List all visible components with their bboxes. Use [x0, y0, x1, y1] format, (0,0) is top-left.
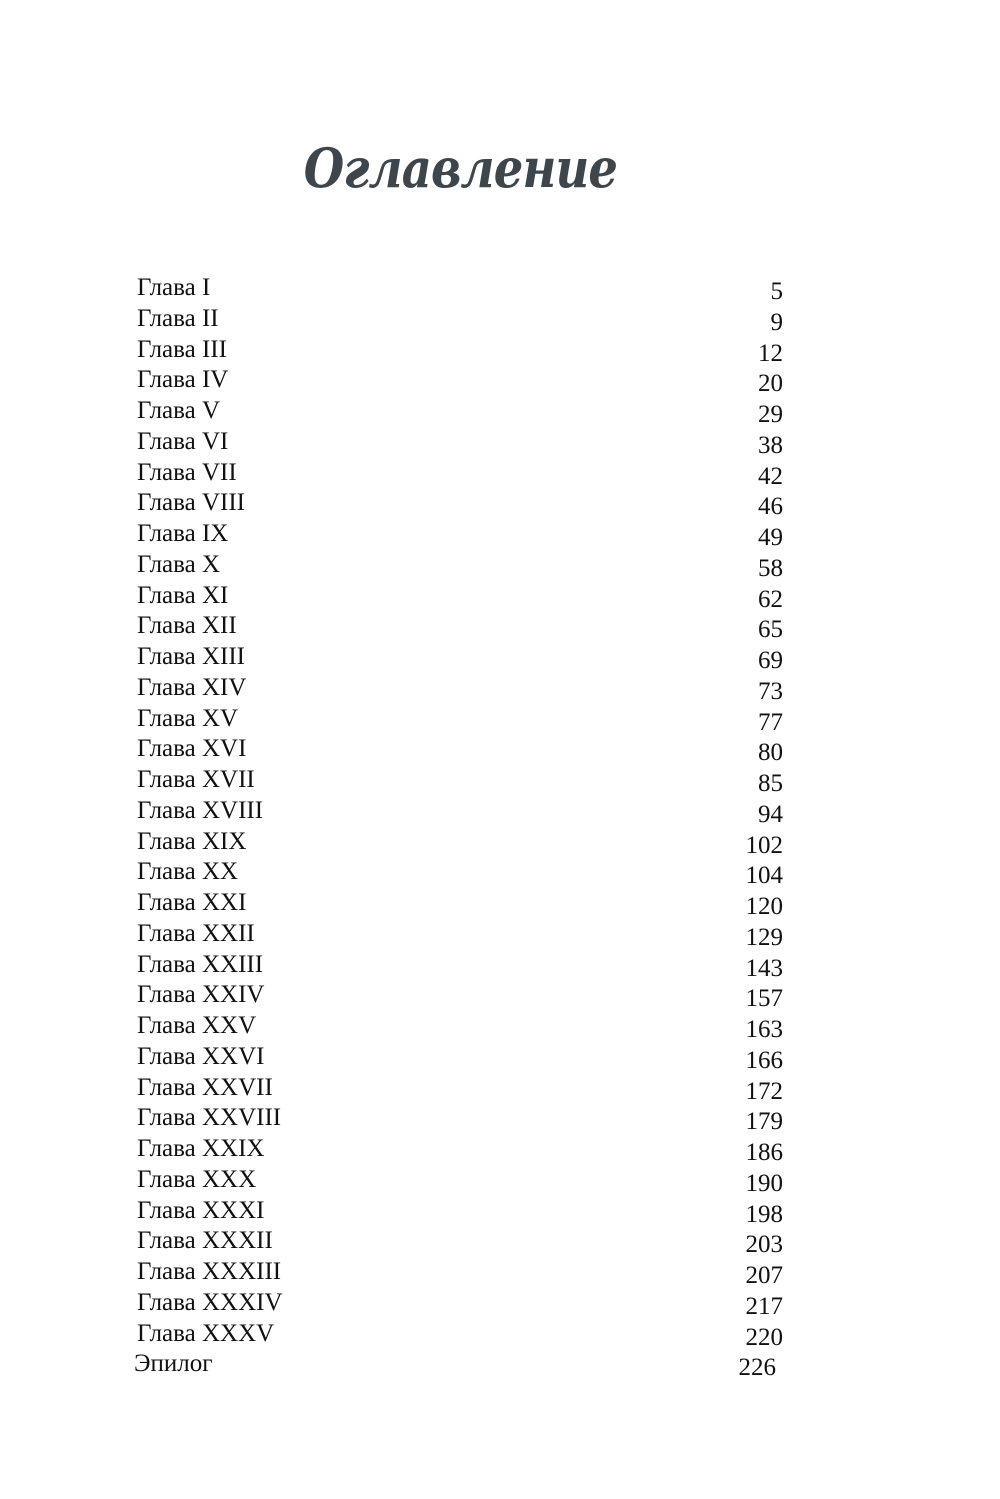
toc-page-number: 42 [758, 462, 783, 490]
toc-page-number: 129 [745, 923, 783, 951]
toc-entry-label: Глава XIV [137, 673, 247, 701]
toc-entry-label: Глава XVI [137, 735, 247, 763]
table-of-contents [134, 273, 783, 1382]
toc-entry[interactable] [137, 796, 783, 827]
toc-entry-label: Глава XXIX [137, 1135, 265, 1162]
toc-entry[interactable] [137, 458, 783, 489]
toc-entry[interactable] [137, 427, 783, 458]
toc-page-number: 80 [758, 739, 783, 767]
toc-entry-label: Глава XXVI [137, 1042, 265, 1070]
toc-page-number: 198 [745, 1200, 783, 1228]
toc-entry-label: Эпилог [134, 1350, 213, 1378]
toc-entry[interactable] [137, 273, 783, 304]
toc-entry[interactable] [137, 950, 783, 981]
toc-page-number: 207 [745, 1262, 783, 1289]
toc-entry[interactable] [137, 642, 783, 673]
toc-page-number: 38 [758, 431, 783, 459]
toc-page-number: 12 [758, 339, 783, 367]
toc-page-number: 203 [745, 1231, 783, 1259]
toc-page-number: 62 [758, 585, 783, 613]
toc-entry[interactable] [137, 980, 783, 1011]
toc-entry-epilogue[interactable] [134, 1349, 783, 1382]
toc-entry[interactable] [137, 919, 783, 950]
toc-entry[interactable] [137, 1288, 783, 1319]
toc-entry-label: Глава XXIV [137, 981, 265, 1009]
toc-entry-label: Глава VIII [137, 489, 245, 517]
toc-entry-label: Глава III [137, 335, 227, 363]
toc-entry-label: Глава XXXV [137, 1319, 275, 1347]
toc-page-number: 9 [770, 308, 783, 336]
toc-entry-label: Глава IX [137, 520, 229, 547]
toc-entry-label: Глава XXXII [137, 1227, 273, 1255]
toc-entry[interactable] [137, 335, 783, 366]
toc-entry-label: Глава XIII [137, 643, 245, 670]
toc-entry[interactable] [137, 857, 783, 888]
toc-page-number: 143 [745, 954, 783, 982]
toc-page-number: 104 [745, 862, 783, 890]
toc-page-number: 190 [745, 1169, 783, 1197]
toc-entry[interactable] [137, 765, 783, 796]
toc-entry[interactable] [137, 734, 783, 765]
toc-entry[interactable] [137, 1073, 783, 1104]
toc-entry[interactable] [137, 673, 783, 704]
toc-entry[interactable] [137, 396, 783, 427]
toc-page-number: 29 [758, 401, 783, 428]
toc-entry-label: Глава VI [137, 427, 229, 455]
toc-entry-label: Глава XXIII [137, 950, 264, 978]
toc-entry-label: Глава XXXIII [137, 1258, 282, 1285]
toc-entry-label: Глава X [137, 550, 221, 578]
toc-entry[interactable] [137, 888, 783, 919]
toc-entry[interactable] [137, 1319, 783, 1350]
toc-entry[interactable] [137, 1165, 783, 1196]
toc-entry-label: Глава XVII [137, 766, 255, 793]
toc-page-number: 85 [758, 770, 783, 797]
toc-entry[interactable] [137, 1196, 783, 1227]
toc-page-number: 46 [758, 493, 783, 521]
toc-page-number: 73 [758, 677, 783, 705]
toc-page-number: 94 [758, 800, 783, 828]
toc-entry-label: Глава XXVII [137, 1073, 273, 1101]
toc-page-number: 5 [770, 278, 783, 305]
toc-entry-label: Глава XXXIV [137, 1288, 283, 1316]
toc-entry-label: Глава IV [137, 366, 229, 394]
toc-page-number: 20 [758, 370, 783, 398]
toc-entry-label: Глава I [137, 274, 211, 301]
toc-entry-label: Глава XXXI [137, 1196, 265, 1224]
toc-entry-label: Глава XXI [137, 889, 247, 916]
toc-entry-label: Глава XXX [137, 1165, 257, 1193]
toc-entry-label: Глава XI [137, 581, 229, 609]
toc-entry-label: Глава XXVIII [137, 1104, 282, 1132]
toc-entry[interactable] [137, 488, 783, 519]
toc-entry-label: Глава XV [137, 704, 239, 732]
toc-entry[interactable] [137, 827, 783, 858]
toc-entry-label: Глава XVIII [137, 796, 264, 824]
toc-entry-label: Глава XIX [137, 827, 247, 855]
toc-page-number: 217 [745, 1292, 783, 1320]
toc-page-number: 65 [758, 616, 783, 644]
page-title: Оглавление [303, 136, 618, 201]
toc-page-number: 157 [745, 985, 783, 1013]
toc-entry[interactable] [137, 611, 783, 642]
toc-entry[interactable] [137, 1257, 783, 1288]
toc-entry[interactable] [137, 365, 783, 396]
toc-page-number: 163 [745, 1016, 783, 1043]
toc-entry[interactable] [137, 304, 783, 335]
toc-entry-label: Глава XX [137, 858, 239, 886]
toc-page-number: 172 [745, 1077, 783, 1105]
toc-page-number: 120 [745, 893, 783, 920]
toc-page-number: 102 [745, 831, 783, 859]
toc-page-number: 179 [745, 1108, 783, 1136]
toc-page-number: 49 [758, 524, 783, 551]
toc-entry[interactable] [137, 1134, 783, 1165]
toc-entry-label: Глава II [137, 304, 219, 332]
toc-entry[interactable] [137, 1226, 783, 1257]
toc-entry[interactable] [137, 519, 783, 550]
toc-page-number: 166 [745, 1046, 783, 1074]
toc-entry-label: Глава V [137, 397, 221, 424]
toc-page-number: 186 [745, 1139, 783, 1166]
toc-page-number: 77 [758, 708, 783, 736]
toc-entry-label: Глава VII [137, 458, 237, 486]
toc-entry-label: Глава XXII [137, 919, 255, 947]
toc-entry[interactable] [137, 704, 783, 735]
toc-page-number: 58 [758, 554, 783, 582]
toc-entry[interactable] [137, 1011, 783, 1042]
toc-entry[interactable] [137, 1103, 783, 1134]
toc-entry[interactable] [137, 1042, 783, 1073]
toc-page-number: 226 [738, 1354, 776, 1382]
toc-entry-label: Глава XXV [137, 1012, 257, 1039]
toc-entry[interactable] [137, 550, 783, 581]
toc-page-number: 220 [745, 1323, 783, 1351]
toc-entry-label: Глава XII [137, 612, 237, 640]
toc-entry[interactable] [137, 581, 783, 612]
toc-page-number: 69 [758, 647, 783, 674]
